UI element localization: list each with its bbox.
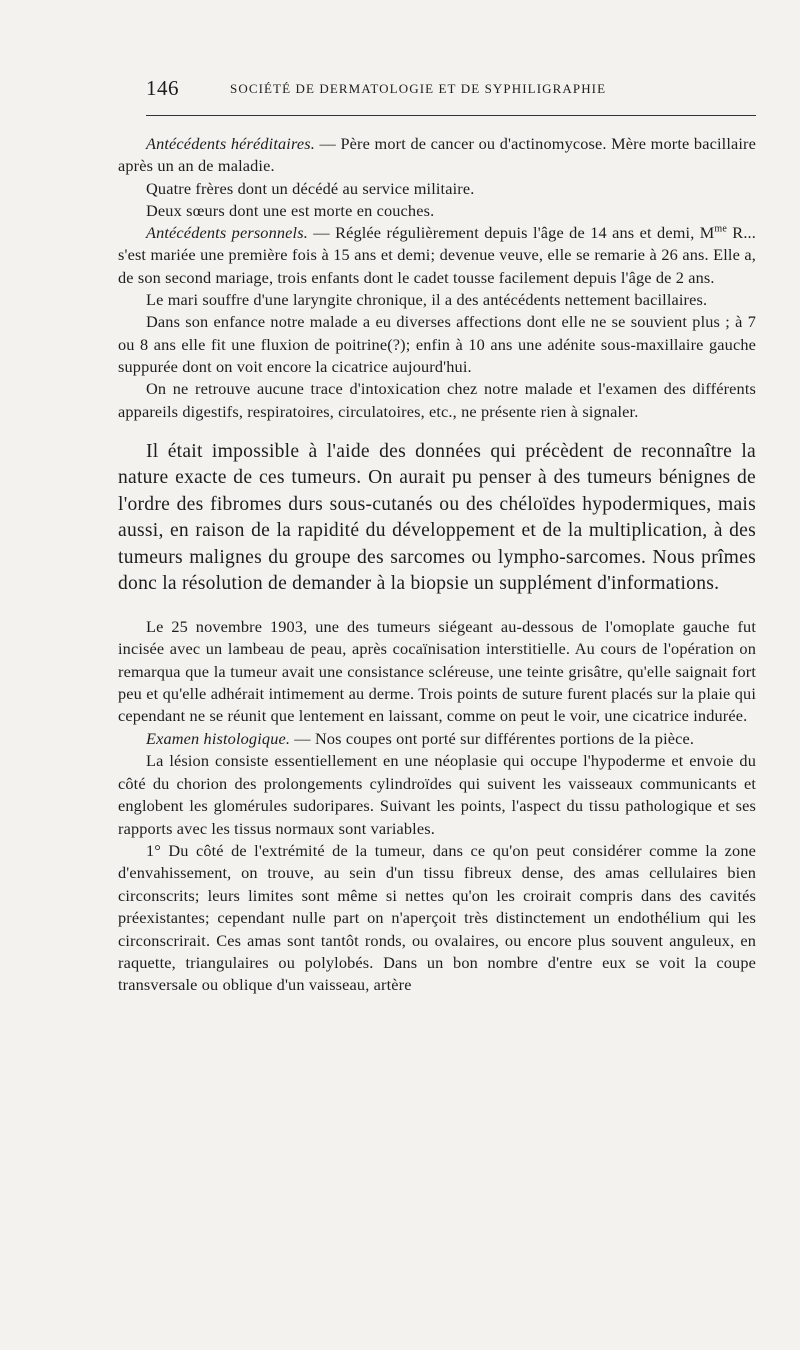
paragraph-biopsy: Le 25 novembre 1903, une des tumeurs siégeant au-dessous de l'omoplate gauche fut incisée avec un lambeau de peau, après cocaïnisation interstitielle. Au cours de l'opération on remarqua que la tumeur avait une consistance scléreuse, une teinte grisâtre, qu'elle saignait fort peu et qu'elle adhérait intimement au derme. Trois points de suture furent placés sur la plaie qui cependant ne se réunit que lentement en laissant, comme on peut le voir, une cicatrice indurée. — [118, 616, 756, 726]
header-rule — [146, 115, 756, 116]
label-histology: Examen histologique. — [146, 728, 291, 748]
paragraph-diagnosis: Il était impossible à l'aide des données qui précèdent de reconnaître la nature exacte de ces tumeurs. On aurait pu penser à des tumeurs bénignes de l'ordre des fibromes durs sous-cutanés ou des chéloïdes hypodermiques, mais aussi, en raison de la rapidité du développement et de la multiplication, à des tumeurs malignes du groupe des sarcomes ou lympho-sarcomes. Nous prîmes donc la résolution de demander à la biopsie un supplément d'informations. — [118, 440, 756, 595]
case-history-section — [118, 133, 756, 423]
paragraph-lesion: La lésion consiste essentiellement en une néoplasie qui occupe l'hypoderme et envoie du côté du chorion des prolongements cylindroïdes qui suivent les vaisseaux communicants et englobent les glomérules sudoripares. Suivant les points, l'aspect du tissu pathologique et ses rapports avec les tissus normaux sont variables. — [118, 751, 756, 838]
label-personal: Antécédents personnels. — [146, 223, 308, 243]
paragraph-histology-intro: Examen histologique. — Nos coupes ont porté sur différentes portions de la pièce. — [146, 728, 695, 748]
paragraph-personal: Antécédents personnels. — Réglée régulièrement depuis l'âge de 14 ans et demi, $M^{me}$ R... s'est mariée une première fois à 15 ans et demi; devenue veuve, elle se remarie à 26 ans. Elle a, de son second mariage, trois enfants dont le cadet tousse facilement depuis l'âge de 2 ans. — [118, 223, 756, 287]
page-number: 146 — [146, 76, 179, 100]
paragraph-zone: 1° Du côté de l'extrémité de la tumeur, dans ce qu'on peut considérer comme la zone d'envahissement, on trouve, au sein d'un tissu fibreux dense, des amas cellulaires bien circonscrits; leurs limites sont même si nettes qu'on les croirait compris dans des cavités préexistantes; cependant nulle part on n'aperçoit très distinctement un endothélium qui les circonscrirait. Ces amas sont tantôt ronds, ou ovalaires, ou encore plus souvent anguleux, en raquette, triangulaires ou polylobés. Dans un bon nombre d'entre eux se voit la coupe transversale ou oblique d'un vaisseau, artère — [118, 840, 756, 995]
paragraph-brothers: Quatre frères dont un décédé au service militaire. — [146, 178, 475, 198]
paragraph-husband: Le mari souffre d'une laryngite chronique, il a des antécédents nettement bacillaires. — [146, 290, 708, 310]
page-header — [146, 76, 756, 102]
biopsy-section — [118, 616, 756, 997]
paragraph-examination: On ne retrouve aucune trace d'intoxication chez notre malade et l'examen des différents appareils digestifs, respiratoires, circulatoires, etc., ne présente rien à signaler. — [118, 379, 756, 421]
running-title: SOCIÉTÉ DE DERMATOLOGIE ET DE SYPHILIGRAPHIE — [230, 81, 607, 96]
discussion-section — [118, 439, 756, 598]
page-body — [118, 133, 756, 997]
paragraph-childhood: Dans son enfance notre malade a eu diverses affections dont elle ne se souvient plus ; à 7 ou 8 ans elle fit une fluxion de poitrine(?); enfin à 10 ans une adénite sous-maxillaire gauche suppurée dont on voit encore la cicatrice aujourd'hui. — [118, 312, 756, 376]
label-hereditary: Antécédents héréditaires. — [146, 134, 315, 153]
paragraph-hereditary: Antécédents héréditaires. — Père mort de cancer ou d'actinomycose. Mère morte bacillaire après un an de maladie. — [118, 134, 756, 176]
paragraph-sisters: Deux sœurs dont une est morte en couches. — [146, 200, 435, 220]
